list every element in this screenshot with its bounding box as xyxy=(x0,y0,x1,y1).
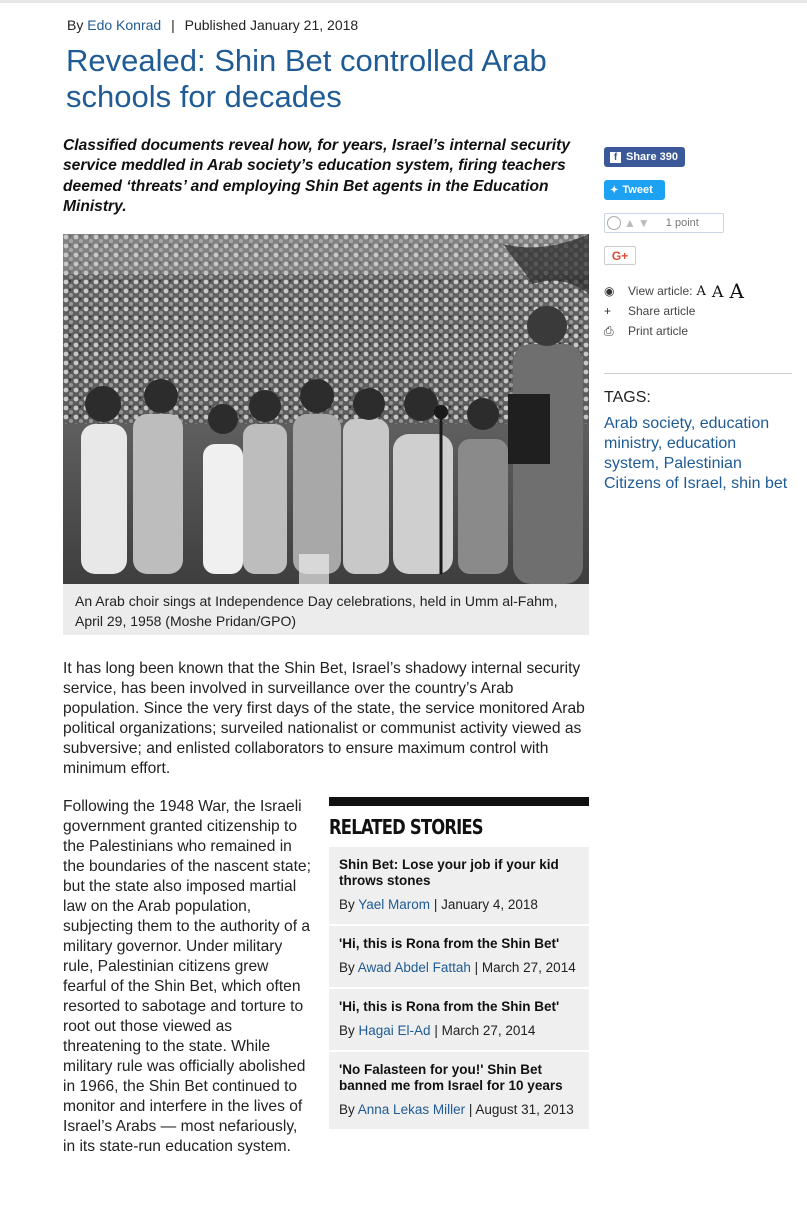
tags-label: TAGS: xyxy=(604,389,651,406)
print-article-row[interactable] xyxy=(604,321,744,341)
upvote-icon[interactable]: ▲ xyxy=(624,216,636,230)
related-story-by: By xyxy=(339,960,355,975)
downvote-icon[interactable]: ▼ xyxy=(637,216,650,230)
related-heading: RELATED STORIES xyxy=(329,815,483,839)
photo-caption: An Arab choir sings at Independence Day celebrations, held in Umm al-Fahm, April 29, 1958 (Moshe Pridan/GPO) xyxy=(63,584,589,635)
article-paragraph: Following the 1948 War, the Israeli government granted citizenship to the Palestinians who remained in the boundaries of the nascent state; but the state also imposed martial law on the Arab population, subjecting them to the authority of a military governor. Under military rule, Palestinian citizens grew fearful of the Shin Bet, which often resorted to sabotage and torture to root out those viewed as threatening to the state. While military rule was officially abolished in 1966, the Shin Bet continued to monitor and interfere in the lives of Israel’s Arabs — most nefariously, in its state-run education system. xyxy=(63,798,311,1155)
article-lede: Classified documents reveal how, for years, Israel’s internal security service meddled in Arab society’s education system, firing teachers deemed ‘threats’ and employing Shin Bet agents in the Education Ministry. xyxy=(63,137,571,215)
tweet-button[interactable] xyxy=(604,180,665,200)
article-paragraph: It has long been known that the Shin Bet, Israel’s shadowy internal security service, has been involved in surveillance over the country’s Arab population. Since the very first days of the state, the service monitored Arab political organizations; surveiled nationalist or communist activity viewed as subversive; and enlisted collaborators to ensure maximum control with minimum effort. xyxy=(63,660,585,777)
byline xyxy=(67,17,358,33)
reddit-vote-widget[interactable] xyxy=(604,213,724,233)
view-article-row xyxy=(604,281,744,301)
tags-divider xyxy=(604,373,792,374)
tags-list[interactable]: Arab society, education ministry, education system, Palestinian Citizens of Israel, shin bet xyxy=(604,415,788,492)
related-story-meta xyxy=(339,958,579,978)
related-top-bar xyxy=(329,797,589,806)
related-story-date: | January 4, 2018 xyxy=(433,897,538,912)
related-story[interactable] xyxy=(329,989,589,1052)
related-story-title[interactable]: 'Hi, this is Rona from the Shin Bet' xyxy=(339,999,560,1014)
related-story-date: | August 31, 2013 xyxy=(468,1102,574,1117)
reddit-icon xyxy=(607,216,621,230)
related-story-author[interactable]: Anna Lekas Miller xyxy=(357,1102,466,1117)
twitter-icon: ✦ xyxy=(610,184,619,196)
print-icon: ⎙ xyxy=(604,323,614,338)
related-story-by: By xyxy=(339,897,355,912)
related-stories xyxy=(329,797,589,1131)
share-article-label[interactable]: Share article xyxy=(628,304,696,318)
choir-photo-illustration xyxy=(63,234,589,584)
reddit-points: 1 point xyxy=(665,217,699,229)
facebook-share-label: Share 390 xyxy=(626,151,678,163)
related-story-author[interactable]: Yael Marom xyxy=(358,897,431,912)
font-size-small-button[interactable]: A xyxy=(696,283,706,299)
top-divider xyxy=(0,0,807,3)
related-story-title[interactable]: 'Hi, this is Rona from the Shin Bet' xyxy=(339,936,560,951)
related-story-meta xyxy=(339,1100,579,1120)
share-article-row[interactable] xyxy=(604,301,744,321)
related-story-meta xyxy=(339,895,579,915)
tweet-label: Tweet xyxy=(622,184,653,196)
view-article-label: View article: xyxy=(628,284,693,298)
facebook-icon: f xyxy=(610,152,621,163)
page-title: Revealed: Shin Bet controlled Arab schools for decades xyxy=(66,43,547,114)
font-size-medium-button[interactable]: A xyxy=(711,281,724,301)
facebook-share-button[interactable] xyxy=(604,147,685,167)
plus-icon: + xyxy=(604,304,612,318)
related-story-meta xyxy=(339,1021,579,1041)
related-story[interactable] xyxy=(329,1052,589,1131)
related-story[interactable] xyxy=(329,926,589,989)
font-size-large-button[interactable]: A xyxy=(729,279,744,303)
google-plus-button[interactable]: G+ xyxy=(604,246,636,265)
related-story-author[interactable]: Hagai El-Ad xyxy=(358,1023,431,1038)
related-story-date: | March 27, 2014 xyxy=(474,960,576,975)
related-story-author[interactable]: Awad Abdel Fattah xyxy=(357,960,471,975)
print-article-label[interactable]: Print article xyxy=(628,324,689,338)
related-story-date: | March 27, 2014 xyxy=(434,1023,536,1038)
eye-icon: ◉ xyxy=(604,284,615,298)
publish-date: Published January 21, 2018 xyxy=(184,17,359,33)
related-story-by: By xyxy=(339,1102,355,1117)
related-story-by: By xyxy=(339,1023,355,1038)
article-tools xyxy=(604,281,744,341)
byline-prefix: By xyxy=(67,17,84,33)
author-link[interactable]: Edo Konrad xyxy=(87,17,162,33)
related-story-title[interactable]: 'No Falasteen for you!' Shin Bet banned me from Israel for 10 years xyxy=(339,1062,563,1093)
related-story-title[interactable]: Shin Bet: Lose your job if your kid throws stones xyxy=(339,857,559,888)
byline-separator: | xyxy=(171,17,175,33)
related-story[interactable] xyxy=(329,847,589,926)
article-photo xyxy=(63,234,589,584)
